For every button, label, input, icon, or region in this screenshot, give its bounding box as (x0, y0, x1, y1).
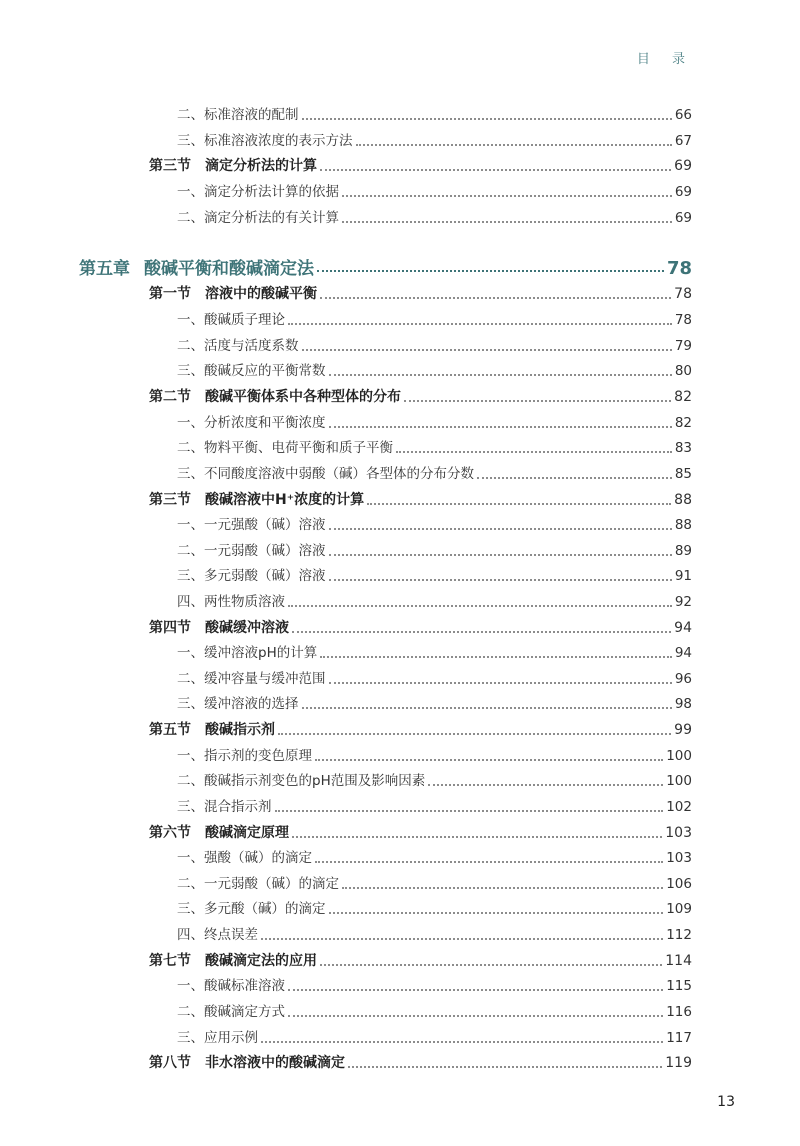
dot-leader (428, 784, 663, 786)
toc-section-entry (149, 822, 692, 842)
toc-entry-title: 四、终点误差 (177, 927, 258, 943)
toc-entry-page: 78 (674, 312, 692, 328)
toc-entry-title: 二、物料平衡、电荷平衡和质子平衡 (177, 440, 393, 456)
toc-entry-page: 82 (674, 415, 692, 431)
toc-entry-title: 二、酸碱滴定方式 (177, 1004, 285, 1020)
toc-entry-number: 第八节 (149, 1055, 191, 1071)
toc-subsection-entry (177, 360, 692, 380)
dot-leader (342, 195, 672, 197)
dot-leader (329, 554, 672, 556)
toc-subsection-entry (177, 1001, 692, 1021)
toc-entry-page: 89 (674, 543, 692, 559)
dot-leader (278, 733, 671, 735)
toc-entry-title: 酸碱滴定法的应用 (205, 953, 317, 969)
toc-subsection-entry (177, 514, 692, 534)
toc-entry-page: 79 (674, 338, 692, 354)
toc-subsection-entry (177, 412, 692, 432)
toc-entry-title: 二、缓冲容量与缓冲范围 (177, 671, 326, 687)
toc-entry-page: 115 (666, 978, 692, 994)
dot-leader (329, 426, 672, 428)
dot-leader (292, 836, 662, 838)
toc-subsection-entry (177, 540, 692, 560)
dot-leader (302, 349, 672, 351)
toc-entry-title: 一、指示剂的变色原理 (177, 748, 312, 764)
dot-leader (404, 400, 671, 402)
toc-subsection-entry (177, 437, 692, 457)
toc-entry-title: 一、酸碱质子理论 (177, 312, 285, 328)
toc-entry-number: 第六节 (149, 825, 191, 841)
toc-entry-page: 94 (674, 645, 692, 661)
toc-entry-page: 112 (666, 927, 692, 943)
toc-subsection-entry (177, 642, 692, 662)
toc-entry-title: 滴定分析法的计算 (205, 158, 317, 174)
toc-entry-title: 三、酸碱反应的平衡常数 (177, 363, 326, 379)
toc-subsection-entry (177, 591, 692, 611)
toc-entry-title: 三、应用示例 (177, 1030, 258, 1046)
toc-entry-page: 100 (666, 748, 692, 764)
dot-leader (288, 989, 663, 991)
dot-leader (302, 707, 672, 709)
toc-entry-title: 三、标准溶液浓度的表示方法 (177, 133, 353, 149)
toc-subsection-entry (177, 207, 692, 227)
toc-entry-title: 四、两性物质溶液 (177, 594, 285, 610)
toc-entry-page: 69 (674, 158, 692, 174)
toc-entry-title: 三、不同酸度溶液中弱酸（碱）各型体的分布分数 (177, 466, 474, 482)
toc-entry-page: 117 (666, 1030, 692, 1046)
dot-leader (396, 451, 672, 453)
dot-leader (302, 118, 672, 120)
toc-entry-page: 78 (674, 286, 692, 302)
dot-leader (329, 682, 672, 684)
toc-entry-page: 88 (674, 492, 692, 508)
dot-leader (320, 169, 671, 171)
toc-entry-number: 第四节 (149, 620, 191, 636)
toc-entry-page: 85 (674, 466, 692, 482)
dot-leader (329, 579, 672, 581)
dot-leader (317, 270, 664, 272)
toc-entry-page: 98 (674, 696, 692, 712)
toc-section-entry (149, 617, 692, 637)
toc-entry-title: 酸碱平衡和酸碱滴定法 (144, 259, 314, 279)
toc-section-entry (149, 283, 692, 303)
dot-leader (288, 1015, 663, 1017)
toc-entry-number: 第三节 (149, 492, 191, 508)
toc-entry-page: 78 (666, 258, 692, 279)
toc-entry-title: 一、分析浓度和平衡浓度 (177, 415, 326, 431)
dot-leader (348, 1066, 662, 1068)
toc-subsection-entry (177, 1027, 692, 1047)
toc-entry-title: 二、活度与活度系数 (177, 338, 299, 354)
toc-entry-title: 三、多元酸（碱）的滴定 (177, 901, 326, 917)
toc-entry-title: 酸碱平衡体系中各种型体的分布 (205, 389, 401, 405)
toc-entry-page: 109 (666, 901, 692, 917)
dot-leader (320, 656, 672, 658)
toc-entry-page: 114 (665, 953, 692, 969)
dot-leader (329, 374, 672, 376)
toc-entry-page: 83 (674, 440, 692, 456)
toc-entry-title: 一、强酸（碱）的滴定 (177, 850, 312, 866)
toc-entry-title: 一、缓冲溶液pH的计算 (177, 645, 318, 661)
toc-subsection-entry (177, 924, 692, 944)
toc-entry-title: 一、酸碱标准溶液 (177, 978, 285, 994)
page-number: 13 (717, 1094, 735, 1110)
dot-leader (367, 503, 671, 505)
toc-entry-number: 第三节 (149, 158, 191, 174)
toc-entry-page: 103 (666, 850, 692, 866)
toc-entry-page: 100 (666, 773, 692, 789)
toc-section-entry (149, 155, 692, 175)
toc-entry-page: 67 (674, 133, 692, 149)
dot-leader (288, 323, 672, 325)
toc-entry-title: 溶液中的酸碱平衡 (205, 286, 317, 302)
toc-entry-page: 99 (674, 722, 692, 738)
dot-leader (275, 810, 664, 812)
toc-entry-number: 第五章 (79, 259, 130, 279)
toc-entry-number: 第一节 (149, 286, 191, 302)
dot-leader (315, 759, 663, 761)
toc-subsection-entry (177, 463, 692, 483)
toc-entry-title: 酸碱指示剂 (205, 722, 275, 738)
toc-entry-page: 102 (666, 799, 692, 815)
dot-leader (356, 144, 672, 146)
toc-entry-page: 80 (674, 363, 692, 379)
toc-subsection-entry (177, 565, 692, 585)
toc-section-entry (149, 950, 692, 970)
dot-leader (342, 221, 672, 223)
toc-header: 目 录 (636, 52, 694, 67)
toc-subsection-entry (177, 335, 692, 355)
dot-leader (261, 1041, 663, 1043)
toc-entry-title: 三、多元弱酸（碱）溶液 (177, 568, 326, 584)
toc-subsection-entry (177, 309, 692, 329)
dot-leader (329, 912, 664, 914)
toc-entry-title: 一、一元强酸（碱）溶液 (177, 517, 326, 533)
toc-section-entry (149, 489, 692, 509)
toc-entry-page: 116 (666, 1004, 692, 1020)
dot-leader (315, 861, 663, 863)
toc-entry-page: 119 (665, 1055, 692, 1071)
toc-subsection-entry (177, 693, 692, 713)
toc-section-entry (149, 719, 692, 739)
toc-entry-page: 96 (674, 671, 692, 687)
toc-entry-title: 三、混合指示剂 (177, 799, 272, 815)
toc-subsection-entry (177, 975, 692, 995)
toc-entry-title: 二、一元弱酸（碱）的滴定 (177, 876, 339, 892)
toc-section-entry (149, 1052, 692, 1072)
toc-entry-page: 88 (674, 517, 692, 533)
toc-subsection-entry (177, 181, 692, 201)
toc-subsection-entry (177, 745, 692, 765)
toc-entry-title: 酸碱溶液中H⁺浓度的计算 (205, 492, 365, 508)
toc-subsection-entry (177, 898, 692, 918)
toc-section-entry (149, 386, 692, 406)
toc-entry-page: 69 (674, 210, 692, 226)
toc-entry-page: 82 (674, 389, 692, 405)
toc-entry-title: 二、一元弱酸（碱）溶液 (177, 543, 326, 559)
toc-entry-page: 91 (674, 568, 692, 584)
dot-leader (329, 528, 672, 530)
toc-entry-title: 一、滴定分析法计算的依据 (177, 184, 339, 200)
dot-leader (477, 477, 672, 479)
toc-entry-number: 第五节 (149, 722, 191, 738)
dot-leader (320, 964, 662, 966)
toc-chapter-entry (79, 254, 692, 278)
toc-entry-page: 92 (674, 594, 692, 610)
toc-subsection-entry (177, 796, 692, 816)
dot-leader (320, 297, 671, 299)
toc-entry-page: 66 (674, 107, 692, 123)
dot-leader (288, 605, 672, 607)
toc-entry-title: 三、缓冲溶液的选择 (177, 696, 299, 712)
toc-subsection-entry (177, 873, 692, 893)
toc-subsection-entry (177, 847, 692, 867)
toc-entry-page: 69 (674, 184, 692, 200)
toc-entry-title: 酸碱缓冲溶液 (205, 620, 289, 636)
dot-leader (292, 631, 671, 633)
dot-leader (261, 938, 663, 940)
toc-entry-page: 103 (665, 825, 692, 841)
toc-entry-page: 94 (674, 620, 692, 636)
toc-subsection-entry (177, 130, 692, 150)
toc-entry-title: 二、标准溶液的配制 (177, 107, 299, 123)
toc-entry-title: 非水溶液中的酸碱滴定 (205, 1055, 345, 1071)
toc-subsection-entry (177, 668, 692, 688)
dot-leader (342, 887, 663, 889)
toc-entry-title: 二、滴定分析法的有关计算 (177, 210, 339, 226)
toc-entry-page: 106 (666, 876, 692, 892)
toc-subsection-entry (177, 770, 692, 790)
toc-entry-number: 第二节 (149, 389, 191, 405)
toc-entry-title: 酸碱滴定原理 (205, 825, 289, 841)
toc-entry-number: 第七节 (149, 953, 191, 969)
toc-subsection-entry (177, 104, 692, 124)
toc-entry-title: 二、酸碱指示剂变色的pH范围及影响因素 (177, 773, 426, 789)
